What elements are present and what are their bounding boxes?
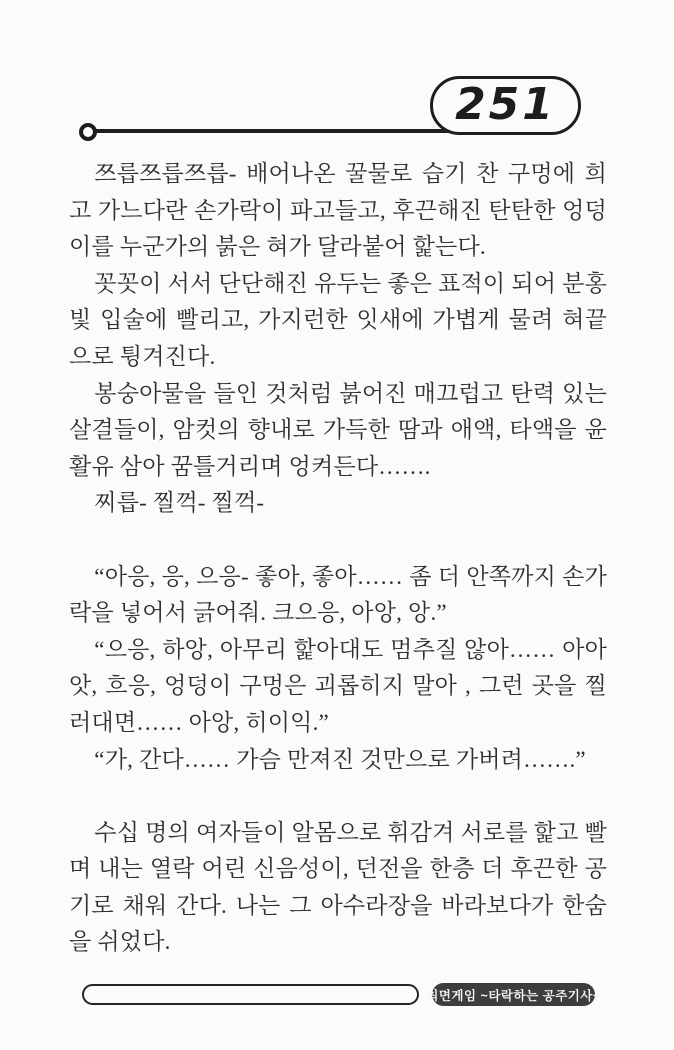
paragraph-dialogue: “아응, 응, 으응- 좋아, 좋아…… 좀 더 안쪽까지 손가락을 넣어서 긁어줘. 크으응, 아앙, 앙.” <box>69 563 607 626</box>
body-text <box>69 156 607 961</box>
paragraph-dialogue: “으응, 하앙, 아무리 핥아대도 멈추질 않아…… 아아앗, 흐응, 엉덩이 구멍은 괴롭히지 말아 , 그런 곳을 찔러대면…… 아앙, 히이익.” <box>69 636 607 735</box>
header-rule <box>88 129 452 133</box>
paragraph-para: 꼿꼿이 서서 단단해진 유두는 좋은 표적이 되어 분홍빛 입술에 빨리고, 가지런한 잇새에 가볍게 물려 혀끝으로 튕겨진다. <box>69 270 607 369</box>
paragraph-para: 쯔릅쯔릅쯔릅- 배어나온 꿀물로 습기 찬 구멍에 희고 가느다란 손가락이 파고들고, 후끈해진 탄탄한 엉덩이를 누군가의 붉은 혀가 달라붙어 핥는다. <box>69 161 607 260</box>
paragraph-sfx: 찌릅- 찔꺽- 찔꺽- <box>94 490 265 516</box>
paragraph-para: 봉숭아물을 들인 것처럼 붉어진 매끄럽고 탄력 있는 살결들이, 암컷의 향내로 가득한 땀과 애액, 타액을 윤활유 삼아 꿈틀거리며 엉켜든다……. <box>69 380 607 479</box>
paragraph-para: 수십 명의 여자들이 알몸으로 휘감겨 서로를 핥고 빨며 내는 열락 어린 신음성이, 던전을 한층 더 후끈한 공기로 채워 간다. 나는 그 아수라장을 바라보다가 한숨을 쉬었다. <box>69 819 607 955</box>
page-number-badge <box>430 76 581 135</box>
header-line-ring <box>79 123 97 141</box>
page-number: 251 <box>455 79 556 130</box>
paragraph-dialogue: “가, 간다…… 가슴 만져진 것만으로 가버려…….” <box>94 746 586 772</box>
paragraph-spacer <box>69 778 607 815</box>
book-title-badge <box>426 983 601 1006</box>
footer-empty-pill <box>82 984 419 1005</box>
paragraph-spacer <box>69 522 607 559</box>
book-title: 최면게임 ~타락하는 공주기사~ <box>426 988 601 1003</box>
